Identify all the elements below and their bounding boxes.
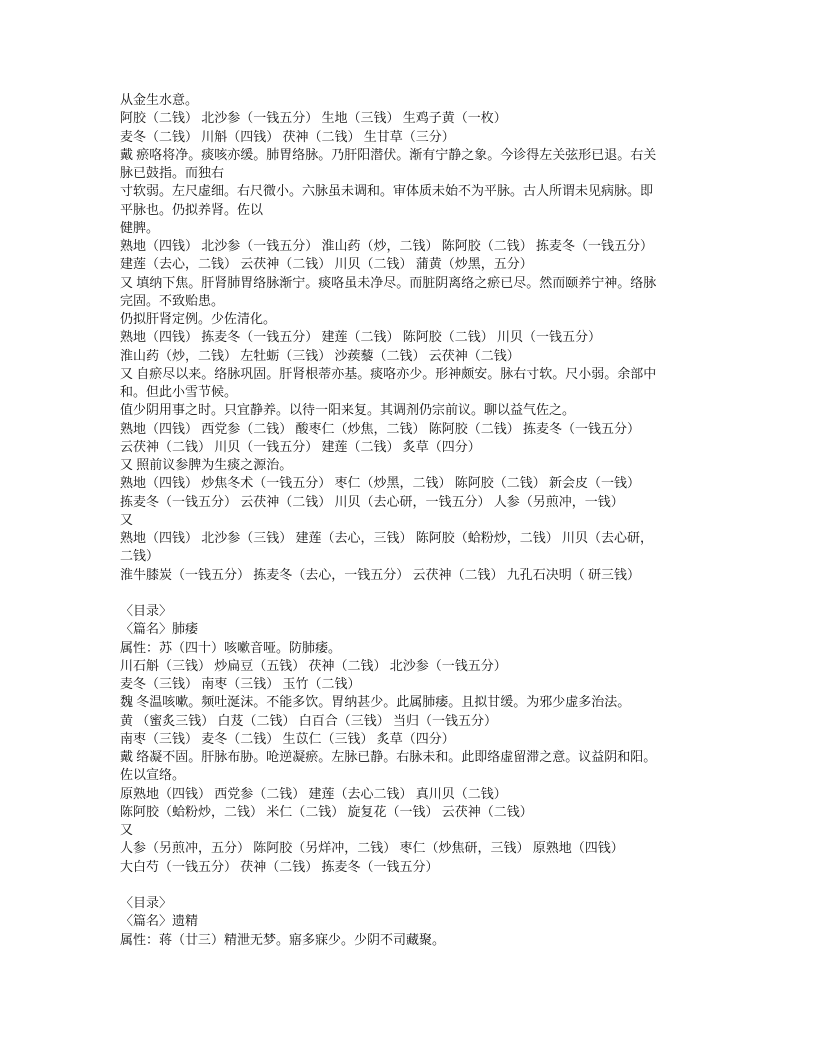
text-line: 又 自瘀尽以来。络脉巩固。肝肾根蒂亦基。痰咯亦少。形神颇安。脉右寸软。尺小弱。余部中: [120, 365, 657, 381]
text-line: 又: [120, 511, 134, 527]
text-line: 完固。不致贻患。: [120, 292, 225, 308]
text-line: 南枣（三钱） 麦冬（二钱） 生苡仁（三钱） 炙草（四分）: [120, 730, 455, 746]
text-line: 熟地（四钱） 拣麦冬（一钱五分） 建莲（二钱） 陈阿胶（二钱） 川贝（一钱五分）: [120, 329, 602, 345]
text-line: 脉已鼓指。而独右: [120, 165, 225, 180]
text-line: 仍拟肝肾定例。少佐清化。: [120, 311, 277, 326]
text-line: 〈目录〉: [120, 603, 173, 618]
text-line: 阿胶（二钱） 北沙参（一钱五分） 生地（三钱） 生鸡子黄（一枚）: [120, 110, 507, 126]
text-line: 属性：苏（四十）咳嗽音哑。防肺痿。: [120, 639, 342, 655]
text-line: 陈阿胶（蛤粉炒，二钱） 米仁（二钱） 旋复花（一钱） 云茯神（二钱）: [120, 803, 533, 819]
text-line: 熟地（四钱） 炒焦冬术（一钱五分） 枣仁（炒黑，二钱） 陈阿胶（二钱） 新会皮（一钱）: [120, 475, 641, 491]
text-line: 拣麦冬（一钱五分） 云茯神（二钱） 川贝（去心研，一钱五分） 人参（另煎冲，一钱）: [120, 493, 624, 509]
text-line: 平脉也。仍拟养肾。佐以: [120, 201, 264, 217]
document-page: [120, 91, 720, 949]
text-line: 麦冬（二钱） 川斛（四钱） 茯神（二钱） 生甘草（三分）: [120, 128, 455, 144]
text-line: 熟地（四钱） 北沙参（三钱） 建莲（去心，三钱） 陈阿胶（蛤粉炒，二钱） 川贝（去心研，: [120, 530, 654, 545]
text-line: 值少阴用事之时。只宜静养。以待一阳来复。其调剂仍宗前议。聊以益气佐之。: [120, 402, 576, 418]
text-line: 原熟地（四钱） 西党参（二钱） 建莲（去心二钱） 真川贝（二钱）: [120, 785, 507, 801]
text-line: 又: [120, 822, 134, 837]
text-line: 淮山药（炒，二钱） 左牡蛎（三钱） 沙蒺藜（二钱） 云茯神（二钱）: [120, 347, 520, 363]
text-line: 云茯神（二钱） 川贝（一钱五分） 建莲（二钱） 炙草（四分）: [120, 438, 481, 454]
text-line: 戴 瘀咯将净。痰咳亦缓。肺胃络脉。乃肝阳潜伏。渐有宁静之象。今诊得左关弦形已退。右关: [120, 146, 657, 162]
text-line: 和。但此小雪节候。: [120, 384, 238, 399]
text-line: 川石斛（三钱） 炒扁豆（五钱） 茯神（二钱） 北沙参（一钱五分）: [120, 657, 507, 673]
text-line: 健脾。: [120, 219, 160, 235]
text-line: 淮牛膝炭（一钱五分） 拣麦冬（去心，一钱五分） 云茯神（二钱） 九孔石决明（ 研三钱）: [120, 566, 641, 582]
text-line: 戴 络凝不固。肝脉布胁。呛逆凝瘀。左脉已静。右脉未和。此即络虚留滞之意。议益阴和阳。: [120, 749, 657, 764]
text-line: 〈篇名〉遗精: [120, 913, 199, 929]
text-line: 熟地（四钱） 西党参（二钱） 酸枣仁（炒焦，二钱） 陈阿胶（二钱） 拣麦冬（一钱五分）: [120, 420, 641, 436]
text-line: 建莲（去心，二钱） 云茯神（二钱） 川贝（二钱） 蒲黄（炒黑，五分）: [120, 256, 533, 272]
text-line: 熟地（四钱） 北沙参（一钱五分） 淮山药（炒，二钱） 陈阿胶（二钱） 拣麦冬（一钱五分）: [120, 238, 654, 253]
text-line: 属性：蒋（廿三）精泄无梦。寤多寐少。少阴不司藏聚。: [120, 931, 446, 947]
text-line: 寸软弱。左尺虚细。右尺微小。六脉虽未调和。审体质未始不为平脉。古人所谓未见病脉。即: [120, 183, 654, 199]
blank-line: [120, 584, 720, 602]
blank-line: [120, 876, 720, 894]
text-line: 人参（另煎冲，五分） 陈阿胶（另烊冲，二钱） 枣仁（炒焦研，三钱） 原熟地（四钱）: [120, 840, 624, 856]
text-line: 二钱）: [120, 548, 160, 564]
text-line: 又 照前议参脾为生痰之源治。: [120, 457, 293, 472]
text-line: 从金生水意。: [120, 92, 199, 107]
text-line: 麦冬（三钱） 南枣（三钱） 玉竹（二钱）: [120, 676, 361, 691]
text-line: 〈目录〉: [120, 895, 173, 910]
text-line: 又 填纳下焦。肝肾肺胃络脉渐宁。痰咯虽未净尽。而脏阴离络之瘀已尽。然而颐养宁神。络脉: [120, 274, 657, 290]
text-line: 魏 冬温咳嗽。频吐涎沫。不能多饮。胃纳甚少。此属肺痿。且拟甘缓。为邪少虚多治法。: [120, 694, 631, 710]
text-line: 佐以宣络。: [120, 767, 186, 783]
text-line: 黄 （蜜炙三钱） 白芨（二钱） 白百合（三钱） 当归（一钱五分）: [120, 712, 498, 728]
text-line: 〈篇名〉肺痿: [120, 621, 199, 637]
text-line: 大白芍（一钱五分） 茯神（二钱） 拣麦冬（一钱五分）: [120, 858, 439, 874]
